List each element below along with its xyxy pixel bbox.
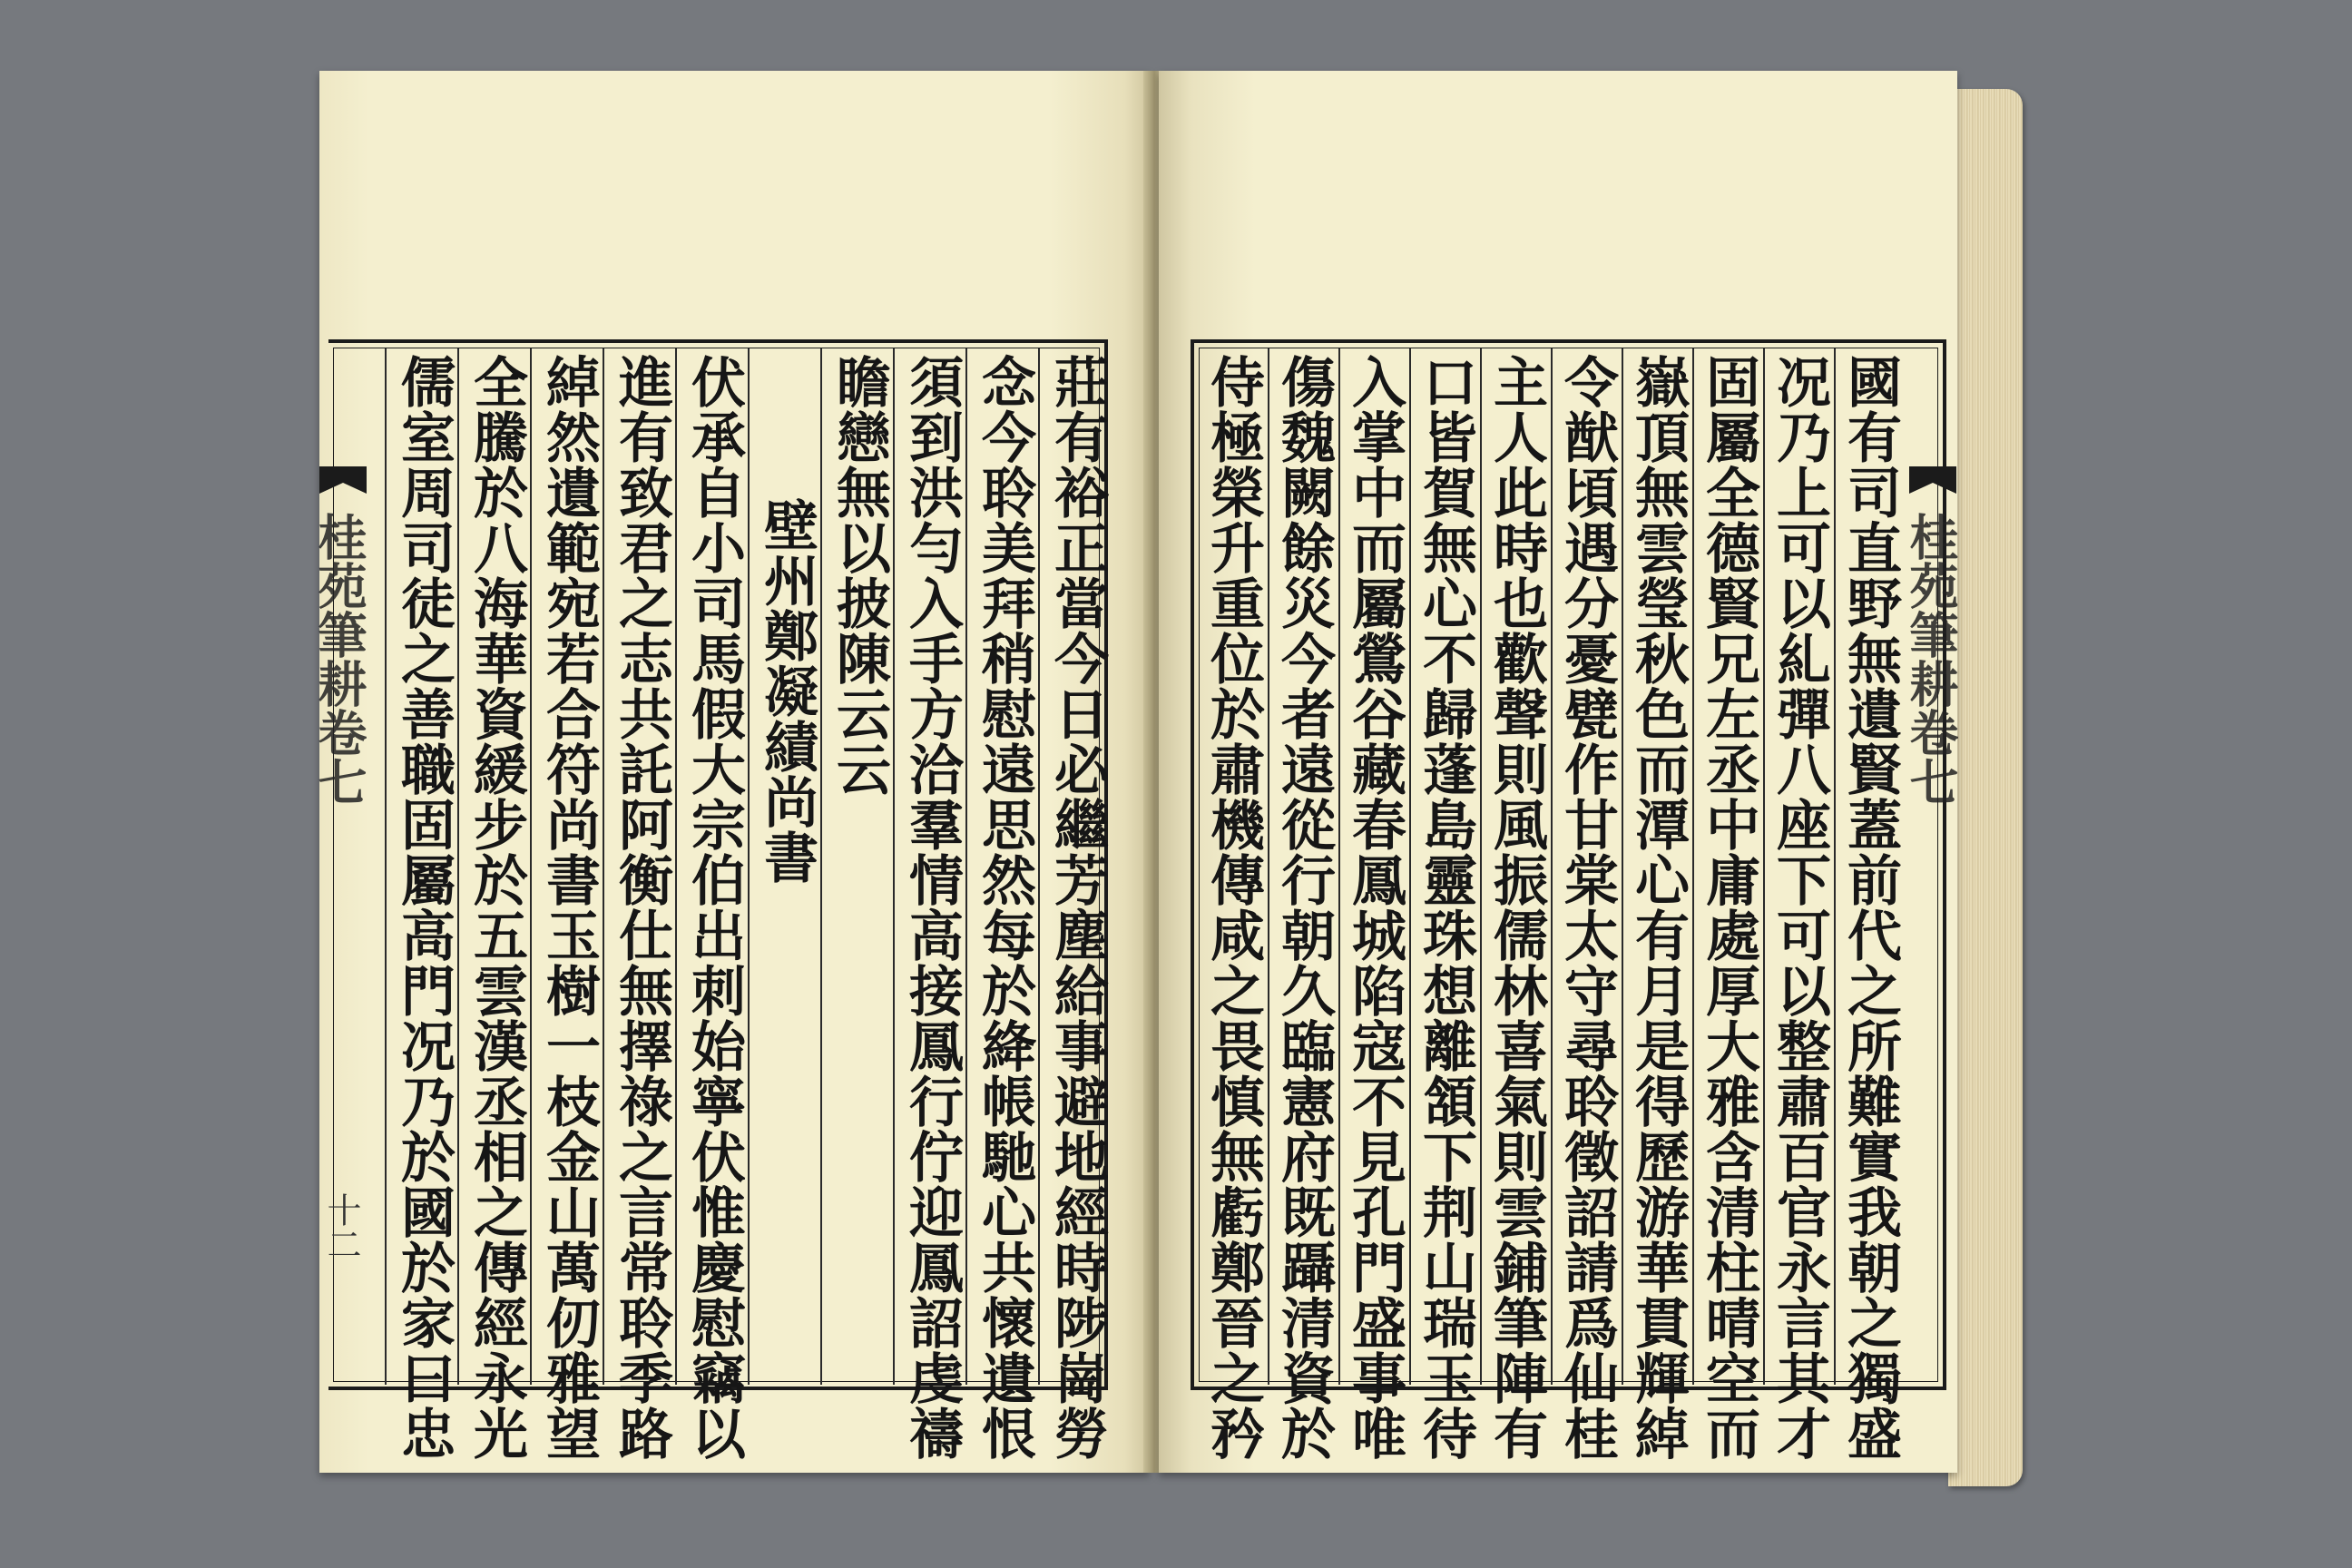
left-column-7: 瞻戀無以披陳云云 [828,354,891,797]
right-column-4: 口皆賀無心不歸蓬島靈珠想離頷下荆山瑞玉待 [1414,354,1477,1461]
left-column-2: 全騰於八海華資緩步於五雲漢丞相之傳經永光 [465,354,528,1461]
right-column-5: 主人此時也歡聲則風振儒林喜氣則雲鋪筆陣有 [1485,354,1548,1461]
left-page [310,71,1150,1473]
left-page-number: 十二 [321,1192,361,1261]
right-column-7: 嶽頂無雲瑩秋色而潭心有月是得歷游華貫輝綽 [1626,354,1690,1461]
left-column-3: 綽然遺範宛若合符尚書玉樹一枝金山萬仞雅望 [537,354,601,1461]
right-column-6: 令猷頃遇分憂甓作甘棠太守尋聆徵詔請爲仙桂 [1555,354,1619,1461]
left-column-8: 須到洪勻入手方洽羣情高接鳳行佇迎鳳詔虔禱 [900,354,964,1461]
left-column-5: 伏承自小司馬假大宗伯出刺始寧伏惟慶慰竊以 [682,354,746,1461]
right-margin-title: 桂苑筆耕卷七 [1902,512,1960,806]
right-column-10: 國有司直野無遺賢蓋前代之所難實我朝之獨盛 [1838,354,1902,1461]
right-column-3: 入掌中而屬鶯谷藏春鳳城陷寇不見孔門盛事唯 [1343,354,1406,1461]
right-column-2: 傷魏闕餘災今者遠從行朝久臨憲府既躡清資於 [1272,354,1336,1461]
left-margin-title: 桂苑筆耕卷七 [310,512,368,806]
left-column-10: 莊有裕正當今日必繼芳塵給事避地經時陟崗勞 [1045,354,1109,1461]
open-book [310,71,2029,1494]
left-column-6-heading: 壁州鄭凝績尚書 [755,497,818,885]
left-column-1: 儒室周司徒之善職固屬高門况乃於國於家曰忠 [392,354,456,1461]
left-column-4: 進有致君之志共託阿衡仕無擇祿之言常聆季路 [610,354,673,1461]
right-column-1: 侍極榮升重位於肅機傳咸之畏慎無虧鄭晉之矜 [1201,354,1265,1461]
left-column-9: 念今聆美拜稍慰遠思然每於絳帳馳心共懷遺恨 [973,354,1036,1461]
right-column-8: 固屬全德賢兄左丞中庸處厚大雅含清柱晴空而 [1697,354,1760,1461]
right-column-9: 况乃上可以糺彈八座下可以整肅百官永言其才 [1768,354,1831,1461]
